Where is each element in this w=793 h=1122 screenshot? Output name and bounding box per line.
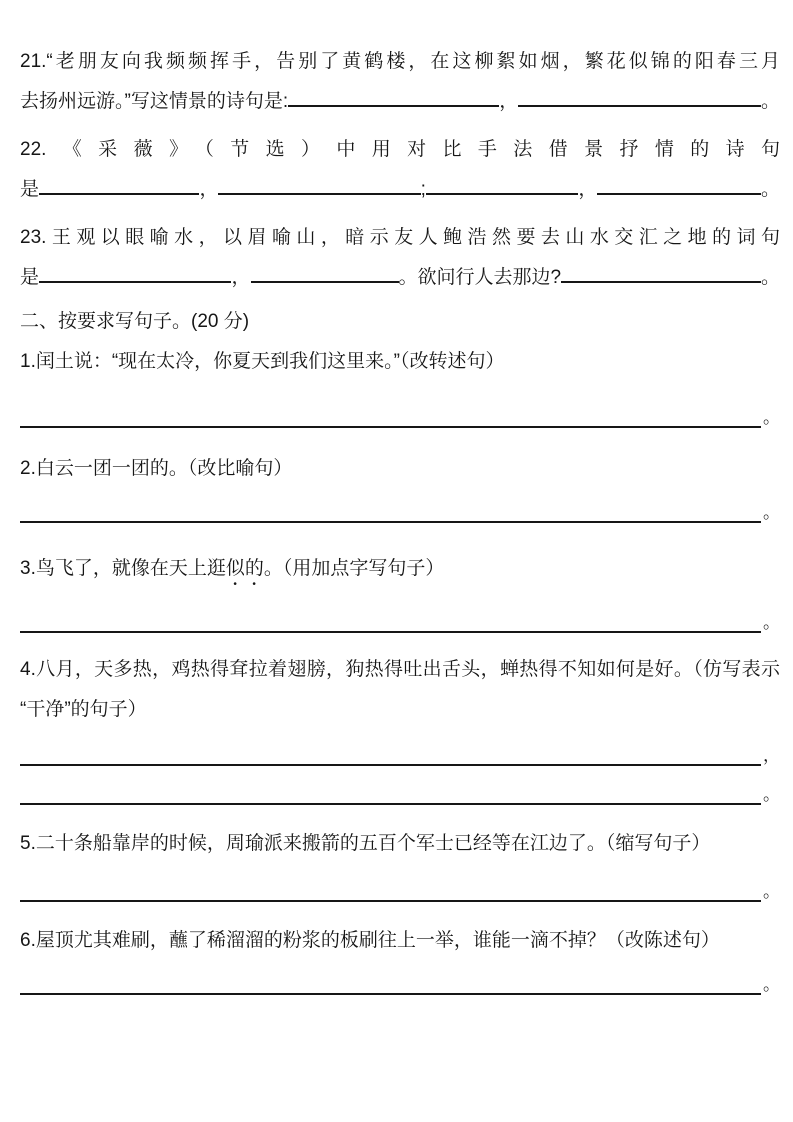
question-23-line2-mid: 。欲问行人去那边?	[398, 267, 562, 288]
question-23-line2-prefix: 是	[20, 267, 40, 288]
comma-separator: ，	[231, 267, 251, 288]
comma-mark: ，	[763, 746, 780, 765]
answer-line-1	[20, 408, 780, 428]
question-5-text: 5.二十条船靠岸的时候，周瑜派来搬箭的五百个军士已经等在江边了。（缩写句子）	[20, 833, 711, 854]
question-21-line1: 21.“老朋友向我频频挥手，告别了黄鹤楼，在这柳絮如烟，繁花似锦的阳春三月	[20, 51, 780, 72]
answer-blank[interactable]	[561, 281, 761, 283]
answer-line-6	[20, 975, 780, 995]
answer-blank[interactable]	[20, 613, 761, 633]
answer-blank[interactable]	[288, 105, 499, 107]
answer-blank[interactable]	[251, 281, 399, 283]
answer-blank[interactable]	[20, 746, 761, 766]
section-2-heading: 二、按要求写句子。(20 分)	[20, 311, 250, 332]
question-1-text: 1.闰土说：“现在太冷，你夏天到我们这里来。”（改转述句）	[20, 351, 505, 372]
answer-line-4a	[20, 746, 780, 766]
answer-blank[interactable]	[518, 105, 761, 107]
answer-blank[interactable]	[426, 193, 578, 195]
question-2-text: 2.白云一团一团的。（改比喻句）	[20, 458, 293, 479]
question-21-line2	[20, 82, 780, 122]
question-22	[20, 130, 780, 210]
answer-blank[interactable]	[218, 193, 420, 195]
answer-line-4b	[20, 785, 780, 805]
answer-blank[interactable]	[39, 193, 199, 195]
period-mark: 。	[763, 882, 780, 901]
question-21	[20, 42, 780, 122]
question-23	[20, 218, 780, 298]
question-22-line1: 22.《采薇》（节选）中用对比手法借景抒情的诗句	[20, 139, 780, 160]
answer-blank[interactable]	[20, 975, 761, 995]
question-23-line2	[20, 258, 780, 298]
answer-line-5	[20, 882, 780, 902]
answer-line-2	[20, 503, 780, 523]
question-22-line2-prefix: 是	[20, 179, 40, 200]
period-mark: 。	[763, 785, 780, 804]
period-mark: 。	[763, 408, 780, 427]
question-23-line1: 23.王观以眼喻水，以眉喻山，暗示友人鲍浩然要去山水交汇之地的词句	[20, 227, 780, 248]
comma-separator: ，	[499, 91, 519, 112]
question-6-text: 6.屋顶尤其难刷，蘸了稀溜溜的粉浆的板刷往上一举，谁能一滴不掉？（改陈述句）	[20, 930, 720, 951]
comma-separator: ，	[199, 179, 219, 200]
semicolon-separator: ;	[420, 179, 426, 200]
answer-blank[interactable]	[20, 785, 761, 805]
answer-line-3	[20, 613, 780, 633]
period-mark: 。	[760, 267, 780, 288]
question-4-text: 4.八月，天多热，鸡热得耷拉着翅膀，狗热得吐出舌头，蝉热得不知如何是好。（仿写表示“干净”的句子）	[20, 659, 780, 720]
period-mark: 。	[763, 613, 780, 632]
question-21-line2-prefix: 去扬州远游。”写这情景的诗句是:	[20, 91, 289, 112]
period-mark: 。	[760, 91, 780, 112]
question-3-text-before: 3.鸟飞了，就像在天上逛	[20, 558, 226, 579]
question-3-text-after: 。（用加点字写句子）	[263, 558, 445, 579]
answer-blank[interactable]	[20, 408, 761, 428]
answer-blank[interactable]	[20, 882, 761, 902]
period-mark: 。	[763, 975, 780, 994]
period-mark: 。	[760, 179, 780, 200]
comma-separator: ，	[578, 179, 598, 200]
answer-blank[interactable]	[597, 193, 761, 195]
answer-blank[interactable]	[20, 503, 761, 523]
question-22-line2	[20, 170, 780, 210]
question-3-text	[20, 549, 780, 590]
answer-blank[interactable]	[39, 281, 231, 283]
question-3-emphasized-text: 似的	[225, 558, 264, 579]
period-mark: 。	[763, 503, 780, 522]
